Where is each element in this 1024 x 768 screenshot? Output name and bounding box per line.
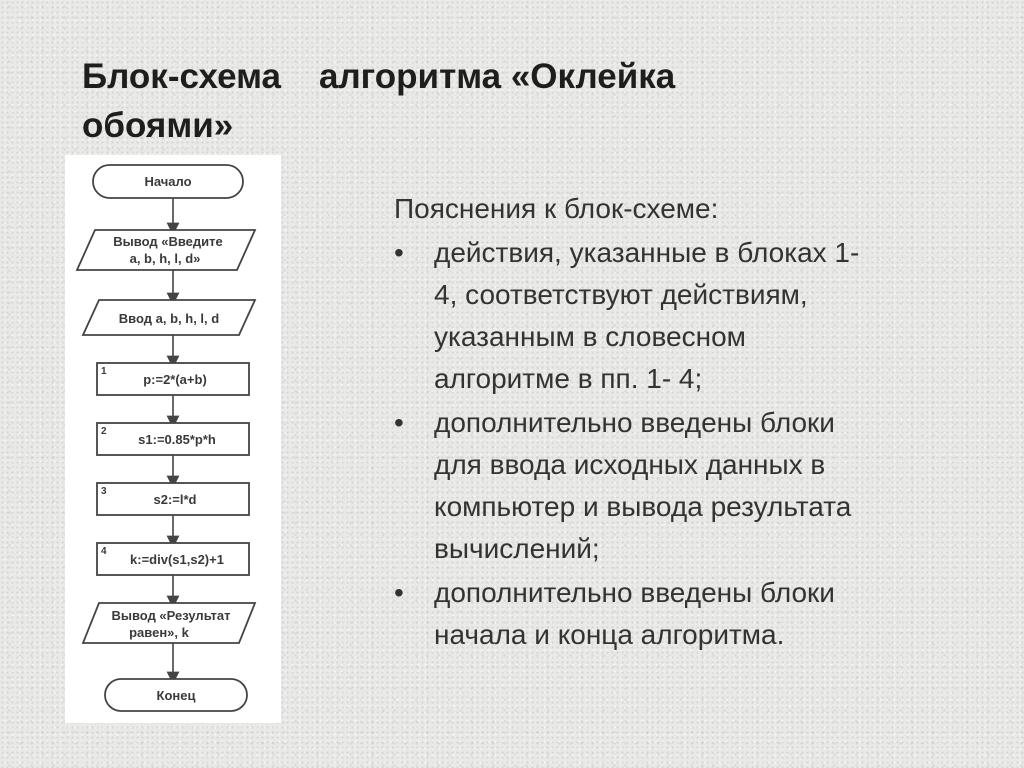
output-prompt-block <box>77 230 255 270</box>
bullet-marker: • <box>394 237 404 268</box>
explanation-1-line-1: действия, указанные в блоках 1- <box>434 237 860 268</box>
output-result-line-2: равен», k <box>129 625 189 640</box>
output-prompt-line-1: Вывод «Введите <box>113 234 223 249</box>
explanation-3-line-1: дополнительно введены блоки <box>434 577 835 608</box>
flowchart-diagram <box>65 155 281 723</box>
process-block-4 <box>97 543 249 575</box>
output-result-line-1: Вывод «Результат <box>111 608 231 623</box>
process-block-4-formula: k:=div(s1,s2)+1 <box>130 552 224 567</box>
process-block-1-number: 1 <box>101 366 107 377</box>
process-block-3-formula: s2:=l*d <box>153 492 197 507</box>
process-block-1 <box>97 363 249 395</box>
explanation-2-line-3: компьютер и вывода результата <box>434 491 852 522</box>
output-prompt-line-2: a, b, h, l, d» <box>129 251 201 266</box>
start-label: Начало <box>144 174 192 189</box>
explanation-item-2 <box>394 402 974 570</box>
process-block-2-number: 2 <box>101 426 107 437</box>
input-label: Ввод a, b, h, l, d <box>118 311 220 326</box>
explanation-1-line-4: алгоритме в пп. 1- 4; <box>434 363 703 394</box>
title-part-3: обоями» <box>82 106 234 145</box>
explanation-item-1 <box>394 232 974 400</box>
explanation-item-3 <box>394 572 974 656</box>
bullet-marker: • <box>394 407 404 438</box>
explanations-block <box>394 188 974 658</box>
explanation-3-line-2: начала и конца алгоритма. <box>434 619 785 650</box>
explanations-heading: Пояснения к блок-схеме: <box>394 193 719 224</box>
process-block-2-formula: s1:=0.85*p*h <box>138 432 216 447</box>
output-result-block <box>83 603 255 643</box>
explanations-list <box>394 232 974 656</box>
flowchart-image <box>65 155 281 723</box>
process-block-3 <box>97 483 249 515</box>
bullet-marker: • <box>394 577 404 608</box>
title-part-2: алгоритма «Оклейка <box>318 57 676 96</box>
explanation-1-line-3: указанным в словесном <box>434 321 746 352</box>
slide-title <box>82 52 802 150</box>
explanation-2-line-4: вычислений; <box>434 533 600 564</box>
start-terminator <box>93 165 243 198</box>
end-label: Конец <box>156 688 196 703</box>
process-block-4-number: 4 <box>101 546 107 557</box>
process-block-2 <box>97 423 249 455</box>
explanation-1-line-2: 4, соответствуют действиям, <box>434 279 808 310</box>
process-block-3-number: 3 <box>101 486 107 497</box>
end-terminator <box>105 679 247 711</box>
title-part-1: Блок-схема <box>82 57 281 96</box>
process-block-1-formula: p:=2*(a+b) <box>143 372 207 387</box>
explanation-2-line-1: дополнительно введены блоки <box>434 407 835 438</box>
input-block <box>83 300 255 335</box>
explanation-2-line-2: для ввода исходных данных в <box>434 449 826 480</box>
